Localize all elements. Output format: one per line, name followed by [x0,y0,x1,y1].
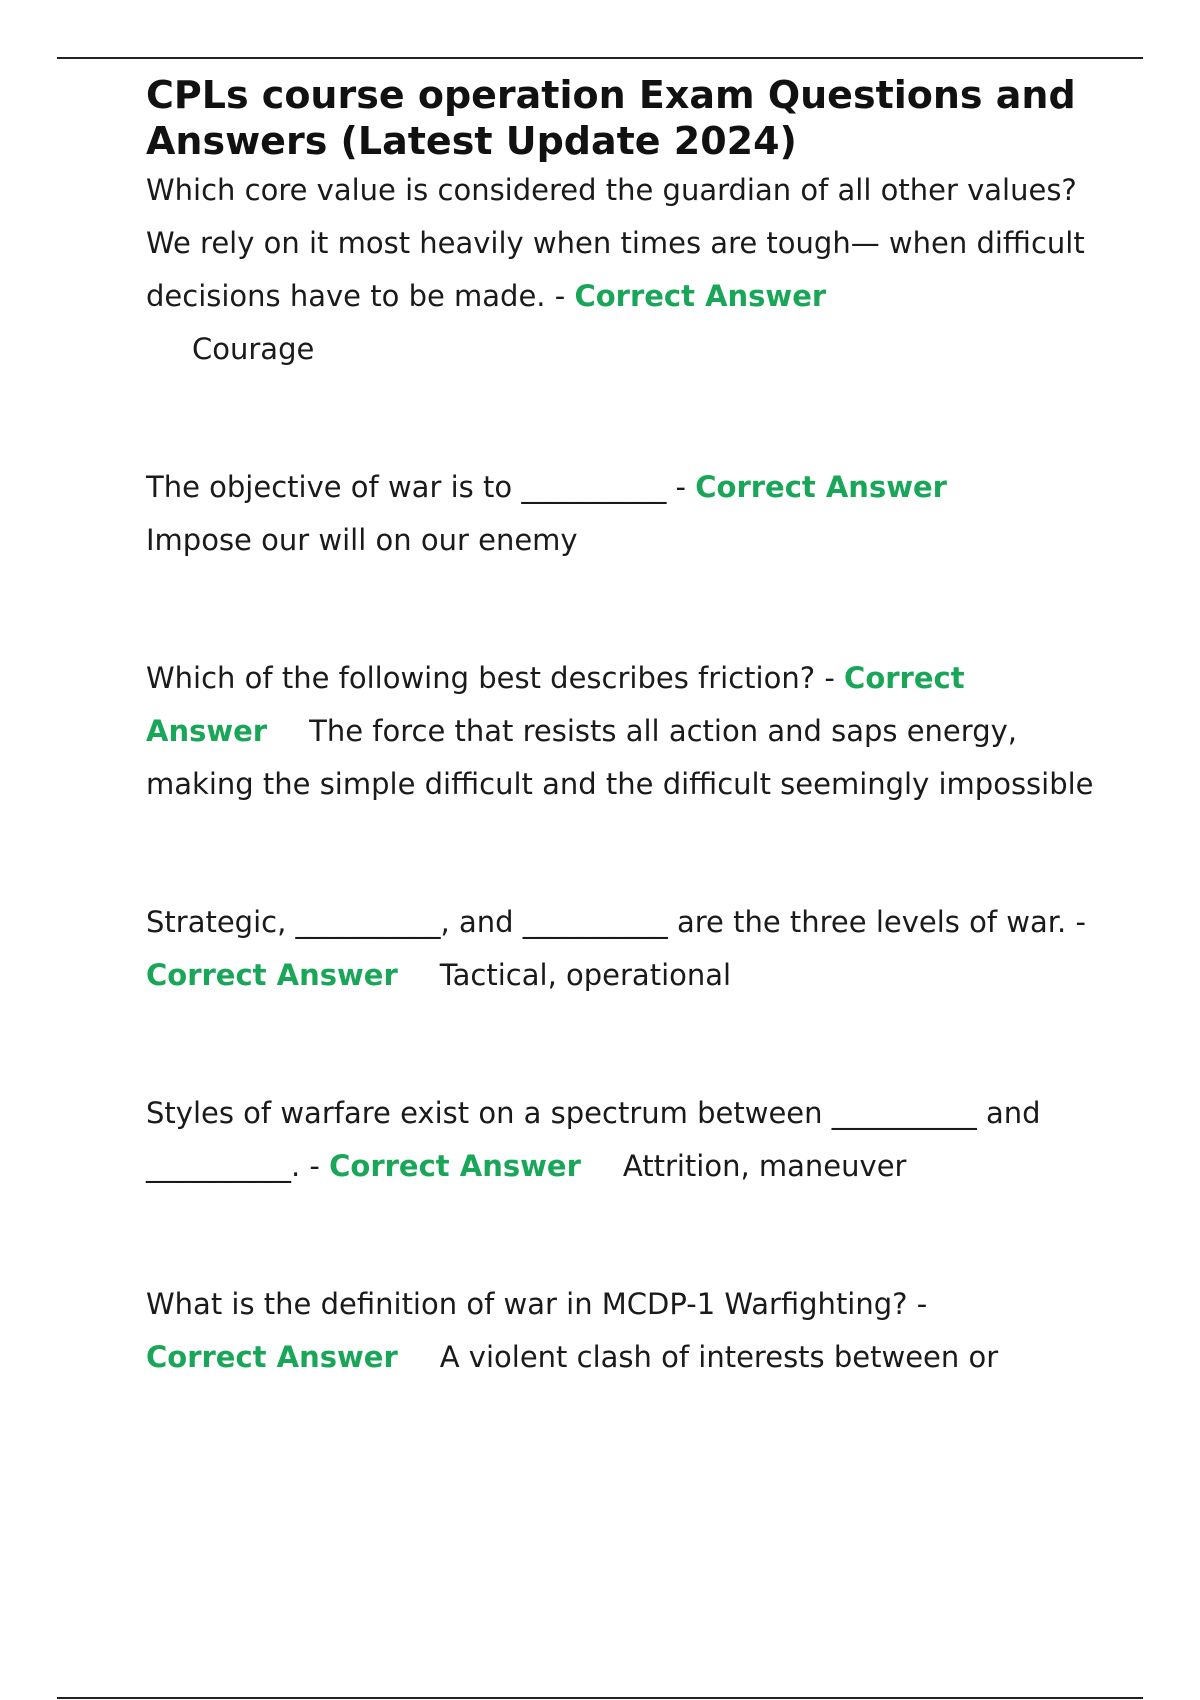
answer-text: Courage [192,332,315,366]
correct-answer-label: Correct Answer [695,470,947,504]
spacer [146,1002,1106,1087]
bottom-rule [57,1697,1143,1699]
spacer [146,376,1106,461]
answer-text: Attrition, maneuver [622,1149,907,1183]
qa-item [146,461,1106,567]
spacer [146,567,1106,652]
spacer [146,811,1106,896]
correct-answer-label: Correct Answer [574,279,827,313]
qa-item [146,896,1106,1002]
question-text: Strategic, __________, and __________ are the three levels of war. [146,905,1067,939]
separator: - [666,470,696,504]
correct-answer-label: Correct Answer [146,661,965,748]
separator: - [815,661,845,695]
separator: - [300,1149,330,1183]
answer-text: Impose our will on our enemy [146,523,578,557]
question-text: The objective of war is to __________ [146,470,667,504]
document-title: CPLs course operation Exam Questions and Answers (Latest Update 2024) [146,73,1076,163]
correct-answer-label: Correct Answer [146,958,398,992]
separator: - [1066,905,1086,939]
document-body [146,72,1106,1384]
top-rule [57,57,1143,59]
qa-item [146,652,1106,811]
qa-item [146,1087,1106,1193]
correct-answer-label: Correct Answer [329,1149,581,1183]
answer-text: Tactical, operational [439,958,732,992]
answer-text: A violent clash of interests between or [439,1340,999,1374]
question-text: Which core value is considered the guardian of all other values? We rely on it most heavily when times are tough— when difficult decisions have to be made. [146,173,1085,313]
answer-text: The force that resists all action and saps energy, making the simple difficult and the difficult seemingly impossible [146,714,1094,801]
qa-item [146,164,1106,376]
correct-answer-label: Correct Answer [146,1340,398,1374]
separator: - [907,1287,928,1321]
spacer [146,1193,1106,1278]
question-text: What is the definition of war in MCDP-1 Warfighting? [146,1287,908,1321]
question-text: Styles of warfare exist on a spectrum between __________ and __________. [146,1096,1041,1183]
question-text: Which of the following best describes friction? [146,661,816,695]
separator: - [545,279,575,313]
qa-item [146,1278,1106,1384]
